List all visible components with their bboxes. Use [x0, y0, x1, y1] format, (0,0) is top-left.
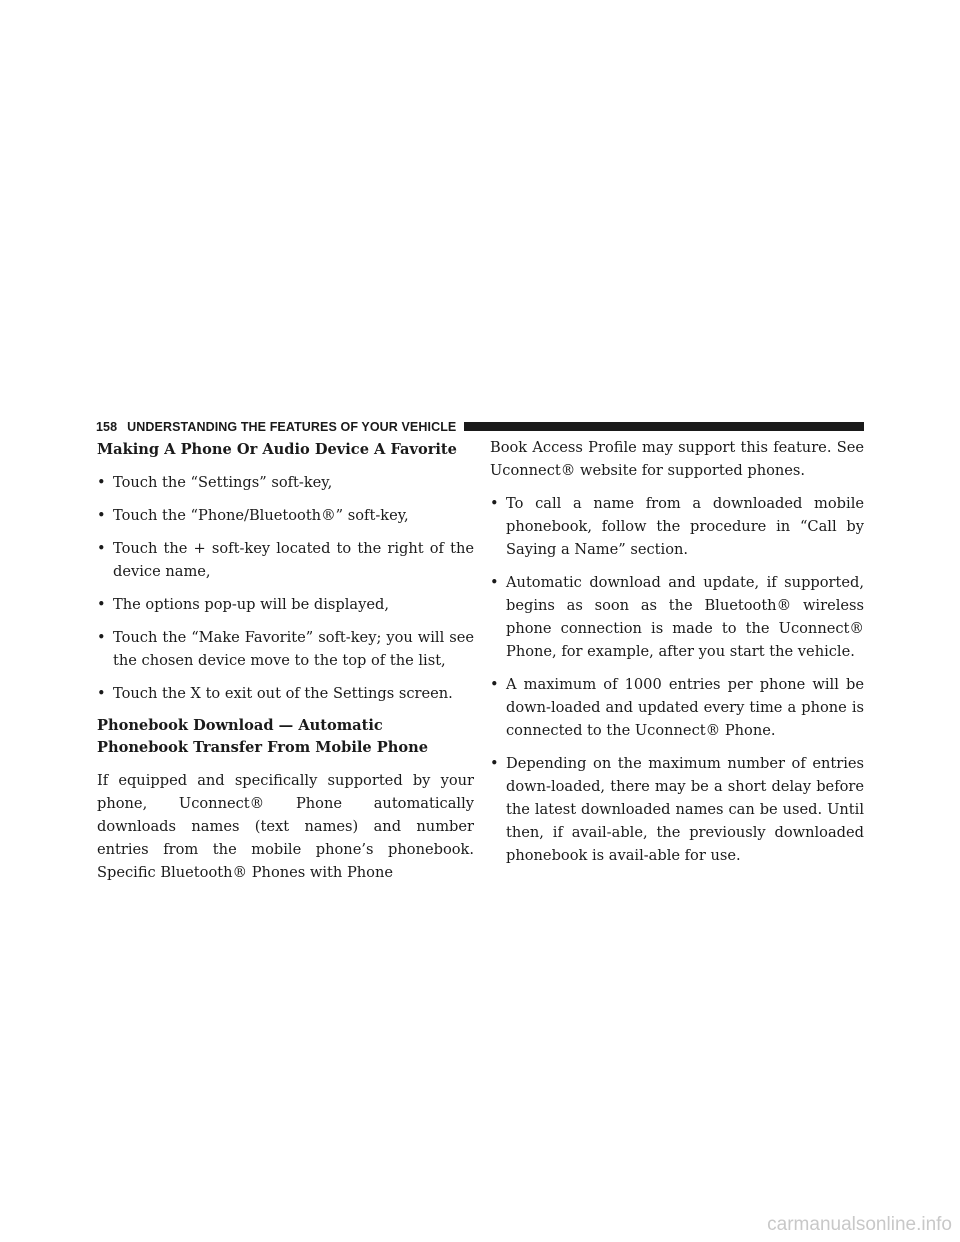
bullet-icon: • — [97, 596, 106, 613]
list-item-text: Touch the “Make Favorite” soft-key; you will see the chosen device move to the top of the list, — [113, 629, 474, 669]
list-item-text: A maximum of 1000 entries per phone will be down-loaded and updated every time a phone is connected to the Uconnect® Phone. — [506, 676, 864, 739]
list-item — [490, 752, 864, 867]
list-item — [97, 537, 474, 583]
list-item — [490, 571, 864, 663]
bullet-icon: • — [97, 629, 106, 646]
bullet-icon: • — [97, 685, 106, 702]
section-title: UNDERSTANDING THE FEATURES OF YOUR VEHICLE — [127, 419, 457, 434]
bullet-icon: • — [490, 676, 499, 693]
list-item-text: Touch the “Settings” soft-key, — [113, 474, 333, 491]
bullet-icon: • — [97, 474, 106, 491]
bullet-icon: • — [490, 495, 499, 512]
list-item-text: Touch the “Phone/Bluetooth®” soft-key, — [113, 507, 409, 524]
right-column — [490, 436, 864, 877]
list-item — [97, 504, 474, 527]
paragraph-phonebook-intro: If equipped and specifically supported by your phone, Uconnect® Phone automatically downloads names (text names) and number entries from the mobile phone’s phonebook. Specific Bluetooth® Phones with Phone — [97, 772, 474, 881]
list-item-text: Touch the X to exit out of the Settings screen. — [113, 685, 453, 702]
list-item — [97, 682, 474, 705]
bullet-icon: • — [97, 540, 106, 557]
list-item — [97, 593, 474, 616]
heading-phonebook-download: Phonebook Download — Automatic Phonebook Transfer From Mobile Phone — [97, 717, 428, 756]
list-item-text: Automatic download and update, if supported, begins as soon as the Bluetooth® wireless phone connection is made to the Uconnect® Phone, for example, after you start the vehicle. — [506, 574, 864, 660]
left-column — [97, 436, 474, 894]
list-item-text: To call a name from a downloaded mobile phonebook, follow the procedure in “Call by Saying a Name” section. — [506, 495, 864, 558]
list-item — [97, 626, 474, 672]
page-number: 158 — [96, 419, 118, 434]
list-item-text: The options pop-up will be displayed, — [113, 596, 389, 613]
heading-favorite: Making A Phone Or Audio Device A Favorite — [97, 441, 457, 458]
paragraph-continued: Book Access Profile may support this feature. See Uconnect® website for supported phones. — [490, 439, 864, 479]
watermark: carmanualsonline.info — [767, 1214, 952, 1235]
bullet-icon: • — [490, 574, 499, 591]
list-item-text: Touch the + soft-key located to the right of the device name, — [113, 540, 474, 580]
bullet-icon: • — [490, 755, 499, 772]
list-item — [490, 492, 864, 561]
page-header — [96, 419, 864, 434]
list-item-text: Depending on the maximum number of entries down-loaded, there may be a short delay before the latest downloaded names can be used. Until then, if avail-able, the previously downloaded phonebook is avail-able for use. — [506, 755, 864, 864]
header-rule — [464, 422, 864, 431]
list-item — [97, 471, 474, 494]
list-item — [490, 673, 864, 742]
bullet-icon: • — [97, 507, 106, 524]
